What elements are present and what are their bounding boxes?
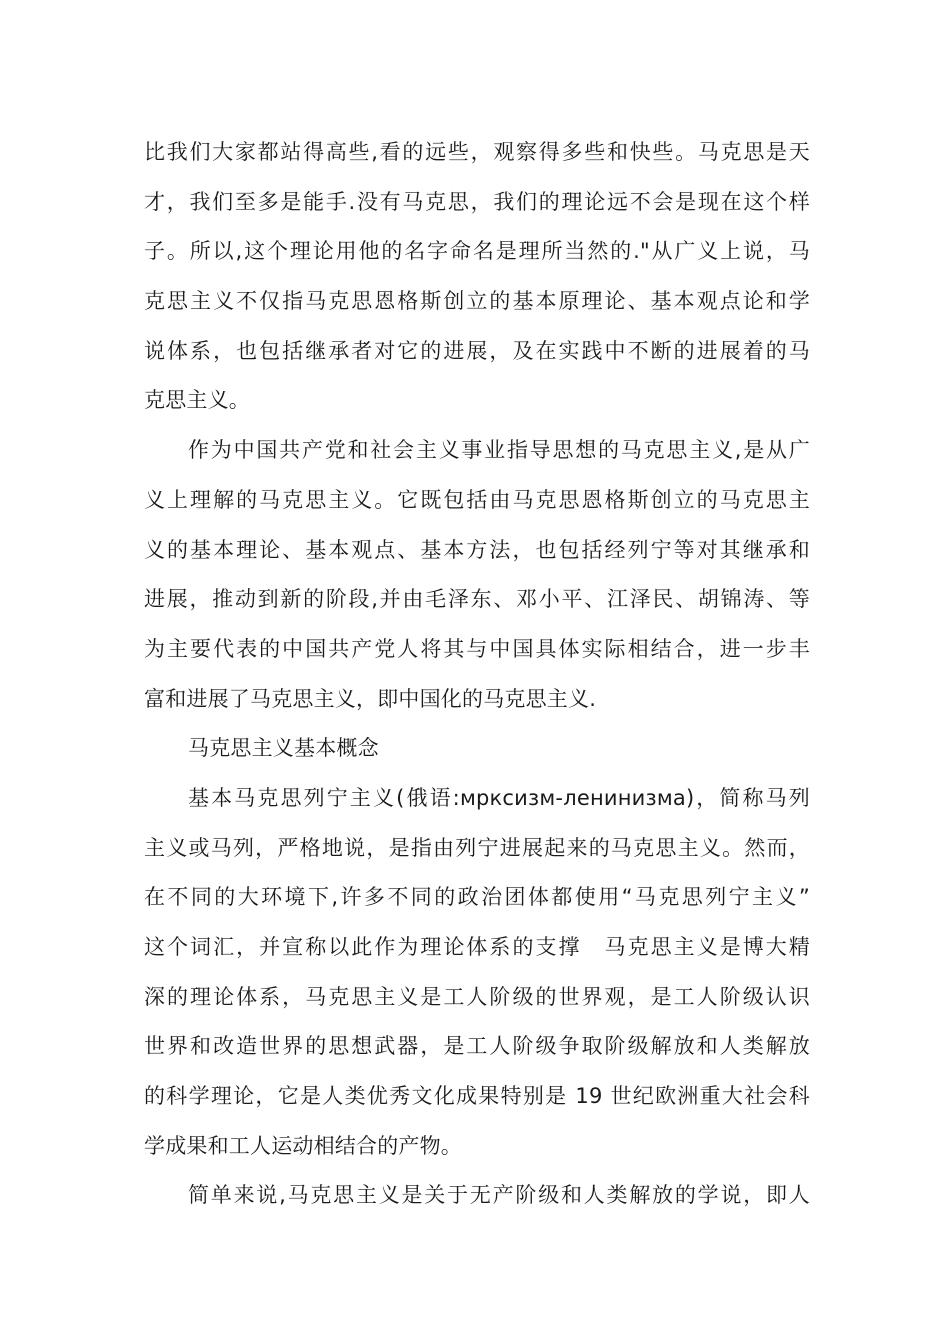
text-line: 深的理论体系，马克思主义是工人阶级的世界观，是工人阶级认识 xyxy=(144,984,810,1009)
text-line: 世界和改造世界的思想武器，是工人阶级争取阶级解放和人类解放 xyxy=(144,1034,810,1059)
text-line: 主义或马列，严格地说，是指由列宁进展起来的马克思主义。然而， xyxy=(144,835,810,860)
text-line: 克思主义。 xyxy=(144,388,250,413)
text-line: 子。所以,这个理论用他的名字命名是理所当然的."从广义上说，马 xyxy=(144,239,810,264)
text-line: 为主要代表的中国共产党人将其与中国具体实际相结合，进一步丰 xyxy=(144,636,810,661)
paragraph xyxy=(144,128,810,426)
text-line: 义上理解的马克思主义。它既包括由马克思恩格斯创立的马克思主 xyxy=(144,487,810,512)
paragraph xyxy=(144,426,810,724)
text-line: 这个词汇，并宣称以此作为理论体系的支撑 马克思主义是博大精 xyxy=(144,935,810,959)
paragraph xyxy=(144,1171,810,1221)
text-line: 富和进展了马克思主义，即中国化的马克思主义. xyxy=(144,686,597,711)
text-line: 作为中国共产党和社会主义事业指导思想的马克思主义,是从广 xyxy=(188,438,810,463)
text-line: 的科学理论，它是人类优秀文化成果特别是 19 世纪欧洲重大社会科 xyxy=(144,1084,810,1109)
paragraph xyxy=(144,724,810,774)
text-line: 才，我们至多是能手.没有马克思，我们的理论远不会是现在这个样 xyxy=(144,189,810,214)
text-line: 马克思主义基本概念 xyxy=(188,736,379,761)
text-line: 进展，推动到新的阶段,并由毛泽东、邓小平、江泽民、胡锦涛、等 xyxy=(144,587,810,612)
text-line: 说体系，也包括继承者对它的进展，及在实践中不断的进展着的马 xyxy=(144,338,810,363)
text-line: 学成果和工人运动相结合的产物。 xyxy=(144,1133,462,1158)
text-line: 克思主义不仅指马克思恩格斯创立的基本原理论、基本观点论和学 xyxy=(144,289,810,314)
paragraph xyxy=(144,774,810,1172)
text-line: 简单来说,马克思主义是关于无产阶级和人类解放的学说，即人 xyxy=(188,1183,810,1208)
text-line: 义的基本理论、基本观点、基本方法，也包括经列宁等对其继承和 xyxy=(144,537,810,562)
text-line: 在不同的大环境下,许多不同的政治团体都使用“马克思列宁主义” xyxy=(144,885,810,910)
text-line: 比我们大家都站得高些,看的远些，观察得多些和快些。马克思是天 xyxy=(144,140,810,164)
text-line: 基本马克思列宁主义(俄语:мрксизм-ленинизма)，简称马列 xyxy=(188,785,810,810)
document-body xyxy=(144,128,810,1221)
